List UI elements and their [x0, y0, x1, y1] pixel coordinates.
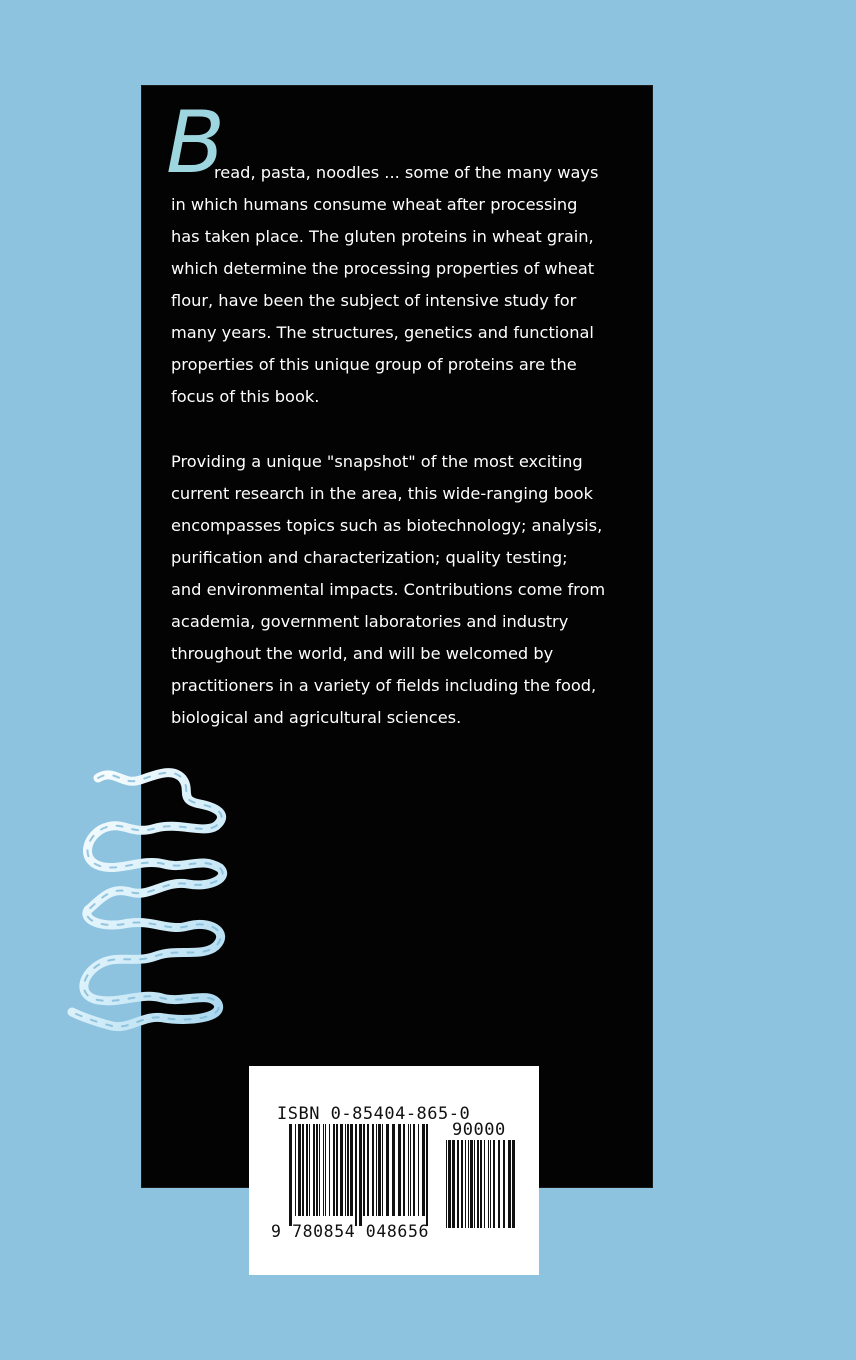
barcode-bar	[461, 1140, 463, 1228]
text-line: has taken place. The gluten proteins in wheat grain,	[171, 227, 594, 246]
text-line: many years. The structures, genetics and functional	[171, 323, 594, 342]
barcode-bar	[468, 1140, 469, 1228]
text-line: in which humans consume wheat after processing	[171, 195, 578, 214]
text-line: flour, have been the subject of intensive study for	[171, 291, 577, 310]
barcode-bar	[403, 1124, 405, 1216]
barcode-bar	[298, 1124, 301, 1216]
barcode-bar	[316, 1124, 318, 1216]
isbn-number: ISBN 0-85404-865-0	[277, 1104, 471, 1124]
barcode-bars	[249, 1066, 539, 1275]
protein-ribbon-icon	[60, 760, 240, 1060]
description-paragraph-1	[171, 157, 631, 413]
barcode-bar	[418, 1124, 419, 1216]
barcode-bar	[488, 1140, 489, 1228]
barcode-bar	[498, 1140, 500, 1228]
barcode-bar	[477, 1140, 479, 1228]
text-line: and environmental impacts. Contributions come from	[171, 580, 606, 599]
drop-cap: B	[166, 93, 225, 193]
barcode-bar	[508, 1140, 511, 1228]
barcode-bar	[470, 1140, 473, 1228]
barcode-bar	[410, 1124, 411, 1216]
barcode-bar	[340, 1124, 343, 1216]
barcode-bar	[503, 1140, 505, 1228]
barcode-bar	[493, 1140, 495, 1228]
text-line: encompasses topics such as biotechnology; analysis,	[171, 516, 603, 535]
text-line: academia, government laboratories and industry	[171, 612, 569, 631]
barcode-bar	[413, 1124, 415, 1216]
barcode-bar	[347, 1124, 349, 1216]
barcode-bar	[382, 1124, 383, 1216]
text-line: throughout the world, and will be welcomed by	[171, 644, 554, 663]
barcode-bar	[319, 1124, 320, 1216]
barcode-bar	[446, 1140, 447, 1228]
barcode-bar	[355, 1124, 357, 1226]
barcode-bar	[295, 1124, 296, 1216]
text-line: practitioners in a variety of fields including the food,	[171, 676, 597, 695]
barcode-bar	[336, 1124, 338, 1216]
barcode-bar	[452, 1140, 455, 1228]
barcode-bar	[367, 1124, 369, 1216]
barcode-bar	[325, 1124, 326, 1216]
barcode-bar	[378, 1124, 381, 1216]
text-line: which determine the processing properties of wheat	[171, 259, 595, 278]
barcode-bar	[408, 1124, 409, 1216]
text-line: focus of this book.	[171, 387, 320, 406]
barcode-bar	[448, 1140, 451, 1228]
barcode-bar	[345, 1124, 346, 1216]
description-paragraph-2	[171, 446, 631, 734]
barcode-bar	[512, 1140, 515, 1228]
barcode-bar	[484, 1140, 485, 1228]
barcode-bar	[302, 1124, 304, 1216]
text-line: purification and characterization; quality testing;	[171, 548, 568, 567]
barcode-bar	[398, 1124, 401, 1216]
barcode-bar	[363, 1124, 365, 1216]
barcode-label	[249, 1066, 539, 1275]
barcode-bar	[289, 1124, 292, 1226]
barcode-bar	[465, 1140, 466, 1228]
barcode-bar	[329, 1124, 330, 1216]
text-line: current research in the area, this wide-ranging book	[171, 484, 593, 503]
barcode-bar	[386, 1124, 389, 1216]
text-line: Providing a unique "snapshot" of the most exciting	[171, 452, 583, 471]
ean-number: 9 780854 048656	[271, 1222, 430, 1241]
barcode-bar	[306, 1124, 308, 1216]
barcode-bar	[422, 1124, 425, 1216]
text-line: read, pasta, noodles ... some of the many ways	[214, 163, 599, 182]
barcode-bar	[372, 1124, 374, 1216]
barcode-bar	[457, 1140, 459, 1228]
barcode-bar	[313, 1124, 315, 1216]
price-addon-number: 90000	[452, 1120, 506, 1140]
barcode-bar	[359, 1124, 362, 1226]
barcode-bar	[376, 1124, 377, 1216]
barcode-bar	[309, 1124, 310, 1216]
text-line: properties of this unique group of proteins are the	[171, 355, 577, 374]
barcode-bar	[474, 1140, 475, 1228]
barcode-bar	[490, 1140, 491, 1228]
barcode-bar	[426, 1124, 428, 1226]
barcode-bar	[350, 1124, 353, 1216]
barcode-bar	[333, 1124, 335, 1216]
barcode-bar	[480, 1140, 482, 1228]
text-line: biological and agricultural sciences.	[171, 708, 462, 727]
barcode-bar	[323, 1124, 324, 1216]
barcode-bar	[392, 1124, 395, 1216]
